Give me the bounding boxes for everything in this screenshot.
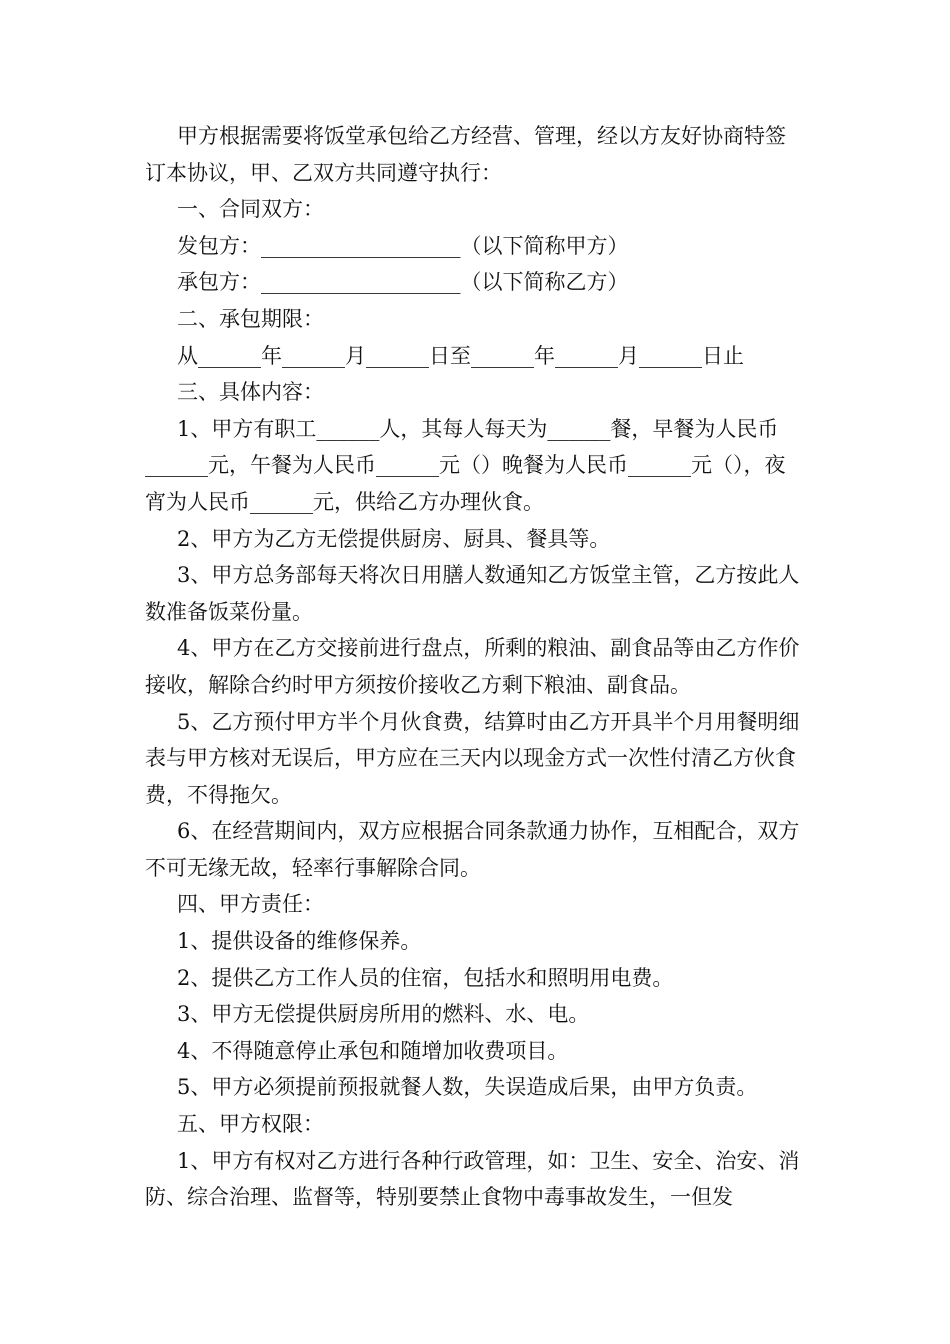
heading-specific-content: 三、具体内容： [177,380,324,405]
duty-item-3: 3、甲方无偿提供厨房所用的燃料、水、电。 [177,1002,590,1027]
content-item-6: 6、在经营期间内，双方应根据合同条款通力协作，互相配合，双方不可无缘无故，轻率行事解除合同。 [145,819,800,880]
content-item-4: 4、甲方在乙方交接前进行盘点，所剩的粮油、副食品等由乙方作价接收，解除合约时甲方须按价接收乙方剩下粮油、副食品。 [145,636,800,697]
heading-contract-parties: 一、合同双方： [177,197,324,222]
duty-item-1: 1、提供设备的维修保养。 [177,929,422,954]
paragraph-intro: 甲方根据需要将饭堂承包给乙方经营、管理，经以方友好协商特签订本协议，甲、乙双方共同遵守执行： [145,124,786,185]
heading-party-a-rights: 五、甲方权限： [177,1112,324,1137]
duty-item-5: 5、甲方必须提前预报就餐人数，失误造成后果，由甲方负责。 [177,1075,758,1100]
heading-contract-term: 二、承包期限： [177,306,324,331]
contractor-issuer-line: 发包方：___________________（以下简称甲方） [177,233,629,258]
duty-item-2: 2、提供乙方工作人员的住宿，包括水和照明用电费。 [177,965,674,990]
contract-body [145,118,805,1216]
duty-item-4: 4、不得随意停止承包和随增加收费项目。 [177,1038,569,1063]
rights-item-1: 1、甲方有权对乙方进行各种行政管理，如：卫生、安全、治安、消防、综合治理、监督等，特别要禁止食物中毒事故发生，一但发 [145,1148,800,1210]
heading-party-a-duties: 四、甲方责任： [177,892,324,917]
contract-term-dates: 从______年______月______日至______年______月______日止 [177,343,744,368]
content-item-1: 1、甲方有职工______人，其每人每天为______餐，早餐为人民币______元，午餐为人民币______元（）晚餐为人民币______元（），夜宵为人民币______元，供给乙方办理伙食。 [145,416,786,514]
content-item-3: 3、甲方总务部每天将次日用膳人数通知乙方饭堂主管，乙方按此人数准备饭菜份量。 [145,563,800,624]
contractor-receiver-line: 承包方：___________________（以下简称乙方） [177,270,629,295]
content-item-5: 5、乙方预付甲方半个月伙食费，结算时由乙方开具半个月用餐明细表与甲方核对无误后，甲方应在三天内以现金方式一次性付清乙方伙食费，不得拖欠。 [145,709,800,807]
content-item-2: 2、甲方为乙方无偿提供厨房、厨具、餐具等。 [177,526,611,551]
